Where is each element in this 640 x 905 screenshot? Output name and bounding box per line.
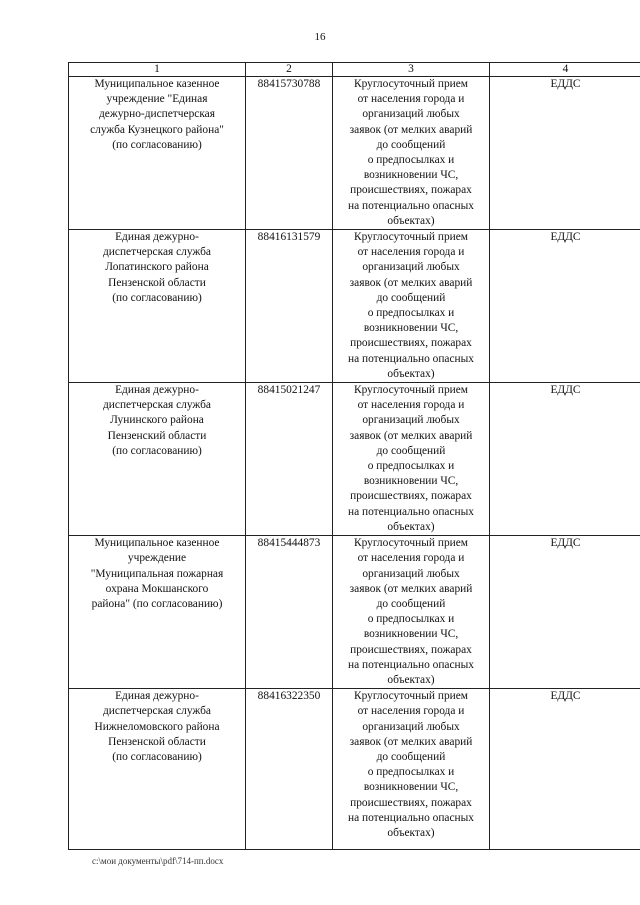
organization-cell: Единая дежурно- диспетчерская служба Лопатинского района Пензенской области (по согласованию)	[69, 230, 246, 383]
phone-cell: 88415730788	[246, 77, 333, 230]
duty-service-cell: ЕДДС	[490, 536, 640, 689]
column-number-row	[69, 63, 640, 77]
description-cell: Круглосуточный прием от населения города и организаций любых заявок (от мелких аварий до сообщений о предпосылках и возникновении ЧС, происшествиях, пожарах на потенциально опасных объектах)	[333, 230, 490, 383]
description-cell: Круглосуточный прием от населения города и организаций любых заявок (от мелких аварий до сообщений о предпосылках и возникновении ЧС, происшествиях, пожарах на потенциально опасных объектах)	[333, 383, 490, 536]
organization-cell: Муниципальное казенное учреждение "Единая дежурно-диспетчерская служба Кузнецкого района" (по согласованию)	[69, 77, 246, 230]
organization-cell: Муниципальное казенное учреждение "Муниципальная пожарная охрана Мокшанского района" (по согласованию)	[69, 536, 246, 689]
duty-service-cell: ЕДДС	[490, 77, 640, 230]
organization-cell: Единая дежурно- диспетчерская служба Нижнеломовского района Пензенской области (по согласованию)	[69, 689, 246, 850]
column-number-2: 2	[246, 63, 333, 77]
column-number-3: 3	[333, 63, 490, 77]
table-row	[69, 689, 640, 850]
services-table	[68, 62, 640, 850]
duty-service-cell: ЕДДС	[490, 230, 640, 383]
phone-cell: 88415444873	[246, 536, 333, 689]
page-number: 16	[314, 31, 326, 43]
duty-service-cell: ЕДДС	[490, 383, 640, 536]
duty-service-cell: ЕДДС	[490, 689, 640, 850]
organization-cell: Единая дежурно- диспетчерская служба Лунинского района Пензенский области (по согласованию)	[69, 383, 246, 536]
description-cell: Круглосуточный прием от населения города и организаций любых заявок (от мелких аварий до сообщений о предпосылках и возникновении ЧС, происшествиях, пожарах на потенциально опасных объектах)	[333, 689, 490, 850]
phone-cell: 88416322350	[246, 689, 333, 850]
table-row	[69, 383, 640, 536]
footer-file-path: c:\мои документы\pdf\714-пп.docx	[92, 856, 224, 866]
description-cell: Круглосуточный прием от населения города и организаций любых заявок (от мелких аварий до сообщений о предпосылках и возникновении ЧС, происшествиях, пожарах на потенциально опасных объектах)	[333, 77, 490, 230]
phone-cell: 88415021247	[246, 383, 333, 536]
table-row	[69, 230, 640, 383]
table-row	[69, 536, 640, 689]
phone-cell: 88416131579	[246, 230, 333, 383]
description-cell: Круглосуточный прием от населения города и организаций любых заявок (от мелких аварий до сообщений о предпосылках и возникновении ЧС, происшествиях, пожарах на потенциально опасных объектах)	[333, 536, 490, 689]
column-number-1: 1	[69, 63, 246, 77]
column-number-4: 4	[490, 63, 640, 77]
table-row	[69, 77, 640, 230]
